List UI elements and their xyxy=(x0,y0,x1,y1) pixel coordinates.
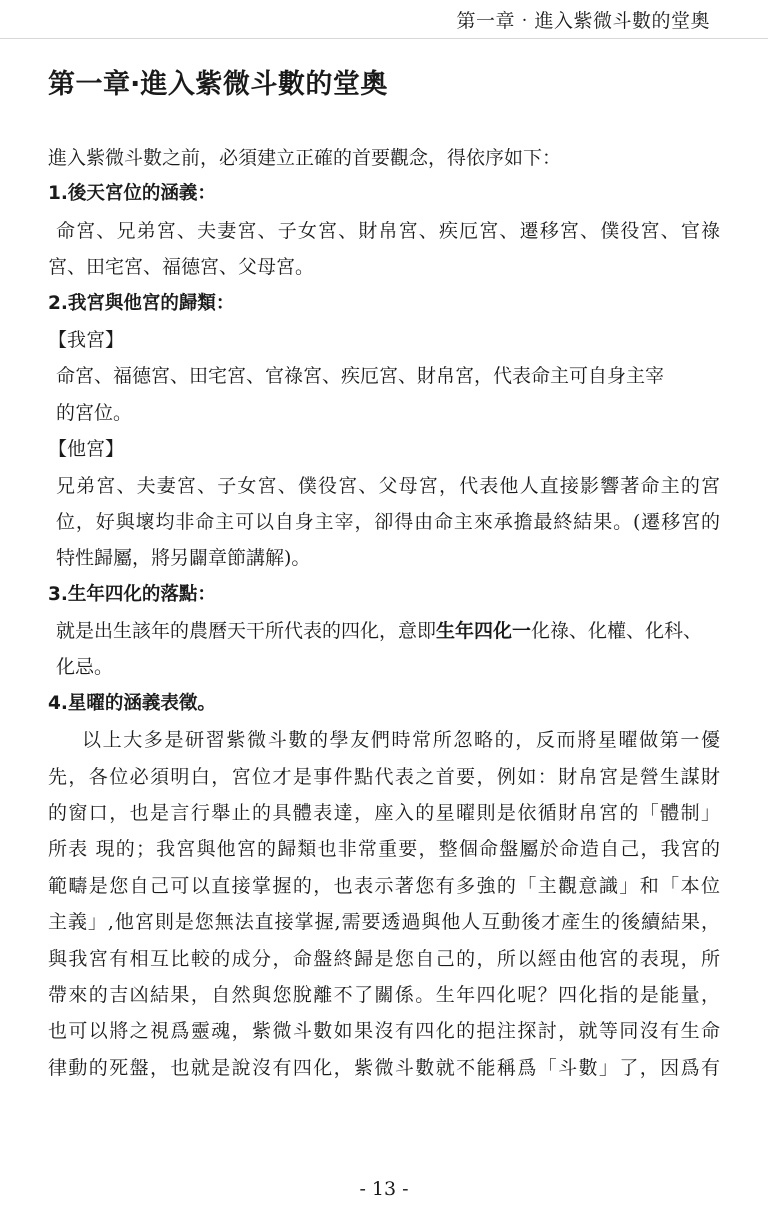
section4-line: 與我宮有相互比較的成分，命盤終歸是您自己的，所以經由他宮的表現，所 xyxy=(48,947,720,970)
section4-line: 律動的死盤，也就是說沒有四化，紫微斗數就不能稱爲「斗數」了，因爲有 xyxy=(48,1056,720,1079)
section4-line: 以上大多是研習紫微斗數的學友們時常所忽略的，反而將星曜做第一優 xyxy=(82,729,720,752)
section3-line: 化忌。 xyxy=(56,656,114,679)
intro-paragraph: 進入紫微斗數之前，必須建立正確的首要觀念，得依序如下： xyxy=(48,147,562,169)
header-divider xyxy=(0,38,768,39)
other-palace-line: 特性歸屬，將另闢章節講解)。 xyxy=(56,547,311,570)
mine-palace-line: 命宮、福德宮、田宅宮、官祿宮、疾厄宮、財帛宮，代表命主可自身主宰 xyxy=(56,365,665,388)
section4-line: 的窗口，也是言行舉止的具體表達，座入的星曜則是依循財帛宮的「體制」 xyxy=(48,802,720,825)
body-text xyxy=(48,140,720,1086)
chapter-title: 第一章‧進入紫微斗數的堂奧 xyxy=(48,69,388,100)
section1-line: 命宮、兄弟宮、夫妻宮、子女宮、財帛宮、疾厄宮、遷移宮、僕役宮、官祿 xyxy=(56,219,720,242)
section3-bold-text: 生年四化一 xyxy=(436,620,532,643)
section4-line: 主義」,他宮則是您無法直接掌握,需要透過與他人互動後才產生的後續結果， xyxy=(48,911,720,934)
section4-line: 所表 現的；我宮與他宮的歸類也非常重要，整個命盤屬於命造自己，我宮的 xyxy=(48,838,720,861)
other-palace-line: 兄弟宮、夫妻宮、子女宮、僕役宮、父母宮，代表他人直接影響著命主的宮 xyxy=(56,474,720,497)
section-heading-1: 1.後天宮位的涵義： xyxy=(48,183,216,205)
section4-line: 也可以將之視爲靈魂，紫微斗數如果沒有四化的挹注探討，就等同沒有生命 xyxy=(48,1020,720,1043)
other-palace-label: 【他宮】 xyxy=(48,438,125,461)
section-heading-4: 4.星曜的涵義表徵。 xyxy=(48,692,216,714)
section4-line: 先，各位必須明白，宮位才是事件點代表之首要，例如：財帛宮是營生謀財 xyxy=(48,765,720,788)
section3-line xyxy=(48,613,720,649)
mine-palace-line: 的宮位。 xyxy=(56,401,133,424)
section4-line: 範疇是您自己可以直接掌握的，也表示著您有多強的「主觀意識」和「本位 xyxy=(48,874,720,897)
page-number: - 13 - xyxy=(359,1178,409,1200)
section3-text: 化祿、化權、化科、 xyxy=(531,620,703,643)
section1-line: 宮、田宅宮、福德宮、父母宮。 xyxy=(48,256,315,279)
section4-line: 帶來的吉凶結果，自然與您脫離不了關係。生年四化呢？四化指的是能量， xyxy=(48,983,720,1006)
mine-palace-label: 【我宮】 xyxy=(48,328,125,351)
running-header: 第一章‧進入紫微斗數的堂奧 xyxy=(456,10,710,32)
section3-text: 就是出生該年的農曆天干所代表的四化，意即 xyxy=(56,620,437,643)
section-heading-2: 2.我宮與他宮的歸類： xyxy=(48,292,235,314)
section-heading-3: 3.生年四化的落點： xyxy=(48,583,216,605)
other-palace-line: 位，好與壞均非命主可以自身主宰，卻得由命主來承擔最終結果。(遷移宮的 xyxy=(56,510,720,533)
